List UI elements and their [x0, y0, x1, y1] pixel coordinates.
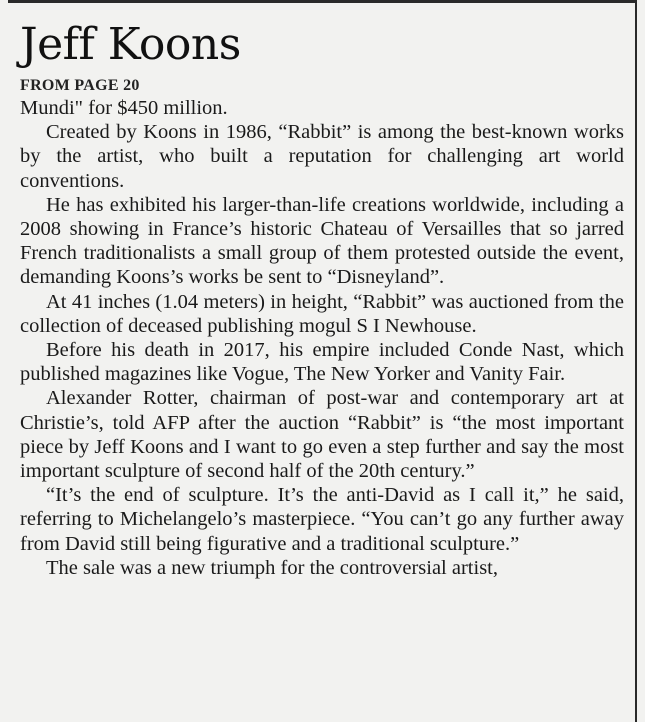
continued-from-label: FROM PAGE 20 [20, 77, 140, 94]
article-paragraph: Alexander Rotter, chairman of post-war and contemporary art at Christie’s, told AFP after the auction “Rabbit” is “the most important piece by Jeff Koons and I want to go even a step further and say the most important sculpture of second half of the 20th century.” [20, 387, 624, 483]
article-paragraph: The sale was a new triumph for the controversial artist, [46, 556, 498, 579]
article-paragraph: He has exhibited his larger-than-life creations worldwide, including a 2008 showing in France’s historic Chateau of Versailles that so jarred French traditionalists a small group of them protested outside the event, demanding Koons’s works be sent to “Disneyland”. [20, 193, 624, 289]
article-paragraph: Before his death in 2017, his empire included Conde Nast, which published magazines like Vogue, The New Yorker and Vanity Fair. [20, 339, 624, 386]
column-divider-rule [635, 0, 637, 722]
article-paragraph: Mundi" for $450 million. [20, 97, 228, 119]
article [20, 18, 624, 580]
article-paragraph: “It’s the end of sculpture. It’s the anti-David as I call it,” he said, referring to Michelangelo’s masterpiece. “You can’t go any further away from David still being figurative and a traditional sculpture.” [20, 484, 624, 555]
article-paragraph: Created by Koons in 1986, “Rabbit” is among the best-known works by the artist, who built a reputation for challenging art world conventions. [20, 121, 624, 192]
article-paragraph: At 41 inches (1.04 meters) in height, “Rabbit” was auctioned from the collection of deceased publishing mogul S I Newhouse. [20, 290, 624, 337]
article-headline: Jeff Koons [20, 19, 241, 70]
article-body [20, 96, 624, 580]
top-divider-rule [8, 0, 637, 3]
